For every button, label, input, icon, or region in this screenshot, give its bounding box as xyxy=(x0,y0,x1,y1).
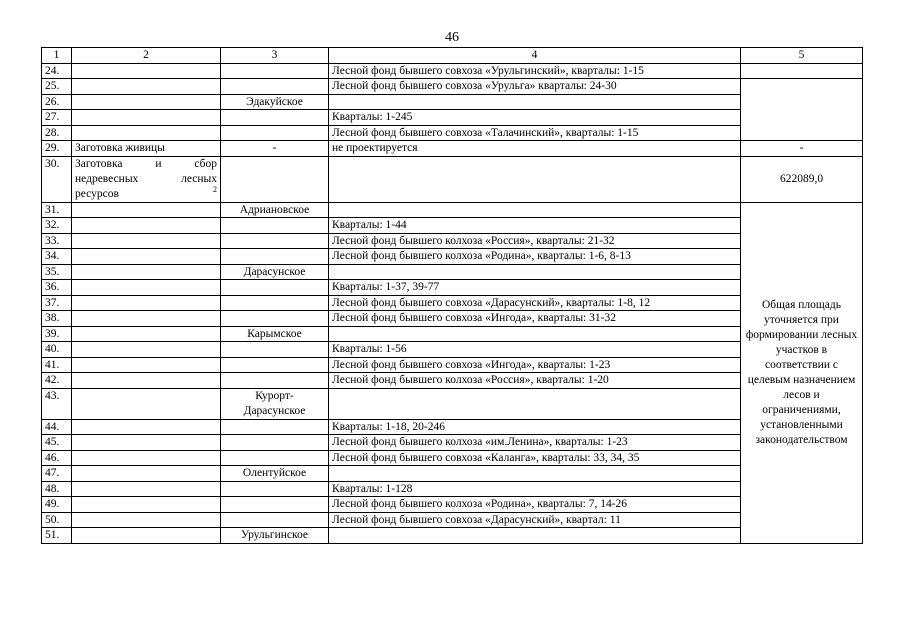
forestry-cell xyxy=(221,512,329,528)
location-cell: Лесной фонд бывшего совхоза «Урульгинский», кварталы: 1-15 xyxy=(329,63,741,79)
row-number: 38. xyxy=(42,311,72,327)
forestry-cell: Дарасунское xyxy=(221,264,329,280)
location-cell: Лесной фонд бывшего совхоза «Талачинский», кварталы: 1-15 xyxy=(329,125,741,141)
activity-cell xyxy=(72,202,221,218)
table-row xyxy=(42,295,863,311)
activity-cell xyxy=(72,79,221,95)
location-cell: Лесной фонд бывшего колхоза «Россия», кварталы: 21-32 xyxy=(329,233,741,249)
activity-cell xyxy=(72,528,221,544)
location-cell: Лесной фонд бывшего совхоза «Дарасунский», кварталы: 1-8, 12 xyxy=(329,295,741,311)
column-header: 1 xyxy=(42,48,72,64)
table-row xyxy=(42,110,863,126)
footnote-mark: 2 xyxy=(213,184,217,194)
forestry-cell xyxy=(221,311,329,327)
location-cell: Кварталы: 1-128 xyxy=(329,481,741,497)
table-row xyxy=(42,528,863,544)
row-number: 46. xyxy=(42,450,72,466)
area-cell: - xyxy=(741,141,863,157)
location-cell: Кварталы: 1-56 xyxy=(329,342,741,358)
activity-text: Заготовка и сбор недревесных лесных ресурсов xyxy=(75,157,217,200)
activity-cell xyxy=(72,63,221,79)
location-cell: Лесной фонд бывшего совхоза «Урульга» кварталы: 24-30 xyxy=(329,79,741,95)
table-row xyxy=(42,357,863,373)
forestry-cell xyxy=(221,125,329,141)
activity-cell xyxy=(72,450,221,466)
activity-cell xyxy=(72,466,221,482)
forestry-cell xyxy=(221,435,329,451)
area-note-cell: Общая площадь уточняется при формировании лесных участков в соответствии с целевым назначением лесов и ограничениями, установленными законодательством xyxy=(741,202,863,543)
table-row xyxy=(42,342,863,358)
activity-cell xyxy=(72,156,221,202)
table-row xyxy=(42,311,863,327)
row-number: 42. xyxy=(42,373,72,389)
row-number: 48. xyxy=(42,481,72,497)
table-row xyxy=(42,481,863,497)
table-row xyxy=(42,326,863,342)
activity-cell xyxy=(72,419,221,435)
table-row xyxy=(42,141,863,157)
area-total-cell: 622089,0 xyxy=(741,156,863,202)
forestry-cell xyxy=(221,342,329,358)
table-row xyxy=(42,419,863,435)
activity-cell xyxy=(72,373,221,389)
column-header: 5 xyxy=(741,48,863,64)
table-row xyxy=(42,435,863,451)
activity-cell xyxy=(72,233,221,249)
activity-cell xyxy=(72,110,221,126)
forestry-cell xyxy=(221,373,329,389)
activity-cell xyxy=(72,280,221,296)
table-row xyxy=(42,79,863,95)
forestry-cell: Адриановское xyxy=(221,202,329,218)
row-number: 24. xyxy=(42,63,72,79)
location-cell xyxy=(329,264,741,280)
forestry-cell xyxy=(221,218,329,234)
forestry-cell: Урульгинское xyxy=(221,528,329,544)
row-number: 37. xyxy=(42,295,72,311)
row-number: 47. xyxy=(42,466,72,482)
location-cell: Лесной фонд бывшего совхоза «Дарасунский», квартал: 11 xyxy=(329,512,741,528)
table-row xyxy=(42,125,863,141)
forestry-cell: - xyxy=(221,141,329,157)
location-cell xyxy=(329,202,741,218)
location-cell: Кварталы: 1-245 xyxy=(329,110,741,126)
forest-resources-table xyxy=(41,47,863,544)
table-row xyxy=(42,218,863,234)
location-cell: Лесной фонд бывшего совхоза «Каланга», кварталы: 33, 34, 35 xyxy=(329,450,741,466)
table-row xyxy=(42,373,863,389)
row-number: 33. xyxy=(42,233,72,249)
location-cell xyxy=(329,466,741,482)
activity-cell xyxy=(72,481,221,497)
row-number: 27. xyxy=(42,110,72,126)
row-number: 26. xyxy=(42,94,72,110)
location-cell xyxy=(329,388,741,419)
location-cell xyxy=(329,326,741,342)
forestry-cell xyxy=(221,357,329,373)
activity-cell: Заготовка живицы xyxy=(72,141,221,157)
row-number: 51. xyxy=(42,528,72,544)
table-row xyxy=(42,202,863,218)
location-cell: Кварталы: 1-37, 39-77 xyxy=(329,280,741,296)
activity-cell xyxy=(72,311,221,327)
location-cell: Кварталы: 1-18, 20-246 xyxy=(329,419,741,435)
forestry-cell xyxy=(221,295,329,311)
area-cell-empty xyxy=(741,79,863,141)
activity-cell xyxy=(72,342,221,358)
forestry-cell xyxy=(221,419,329,435)
table-header-row xyxy=(42,48,863,64)
forestry-cell: Карымское xyxy=(221,326,329,342)
table-row xyxy=(42,249,863,265)
row-number: 40. xyxy=(42,342,72,358)
location-cell: не проектируется xyxy=(329,141,741,157)
row-number: 50. xyxy=(42,512,72,528)
forestry-cell: Олентуйское xyxy=(221,466,329,482)
table-row xyxy=(42,264,863,280)
row-number: 25. xyxy=(42,79,72,95)
table-row xyxy=(42,450,863,466)
area-cell xyxy=(741,63,863,79)
activity-cell xyxy=(72,249,221,265)
forestry-cell: Эдакуйское xyxy=(221,94,329,110)
location-cell xyxy=(329,94,741,110)
activity-cell xyxy=(72,264,221,280)
location-cell: Кварталы: 1-44 xyxy=(329,218,741,234)
table-row xyxy=(42,156,863,202)
forestry-cell xyxy=(221,110,329,126)
row-number: 49. xyxy=(42,497,72,513)
table-row xyxy=(42,388,863,419)
row-number: 39. xyxy=(42,326,72,342)
location-cell: Лесной фонд бывшего колхоза «Россия», кварталы: 1-20 xyxy=(329,373,741,389)
forestry-cell xyxy=(221,63,329,79)
table-row xyxy=(42,63,863,79)
activity-cell xyxy=(72,388,221,419)
location-cell xyxy=(329,156,741,202)
location-cell: Лесной фонд бывшего колхоза «Родина», кварталы: 1-6, 8-13 xyxy=(329,249,741,265)
column-header: 3 xyxy=(221,48,329,64)
activity-cell xyxy=(72,125,221,141)
forestry-cell xyxy=(221,450,329,466)
row-number: 43. xyxy=(42,388,72,419)
row-number: 41. xyxy=(42,357,72,373)
activity-cell xyxy=(72,295,221,311)
row-number: 30. xyxy=(42,156,72,202)
location-cell: Лесной фонд бывшего совхоза «Ингода», кварталы: 31-32 xyxy=(329,311,741,327)
row-number: 35. xyxy=(42,264,72,280)
table-row xyxy=(42,233,863,249)
forestry-cell xyxy=(221,156,329,202)
column-header: 2 xyxy=(72,48,221,64)
location-cell: Лесной фонд бывшего колхоза «Родина», кварталы: 7, 14-26 xyxy=(329,497,741,513)
table-row xyxy=(42,497,863,513)
table-row xyxy=(42,94,863,110)
row-number: 34. xyxy=(42,249,72,265)
row-number: 32. xyxy=(42,218,72,234)
activity-cell xyxy=(72,497,221,513)
page-number: 46 xyxy=(445,30,459,45)
row-number: 31. xyxy=(42,202,72,218)
forestry-cell xyxy=(221,481,329,497)
location-cell: Лесной фонд бывшего совхоза «Ингода», кварталы: 1-23 xyxy=(329,357,741,373)
row-number: 44. xyxy=(42,419,72,435)
activity-cell xyxy=(72,94,221,110)
activity-cell xyxy=(72,218,221,234)
activity-cell xyxy=(72,512,221,528)
table-row xyxy=(42,512,863,528)
column-header: 4 xyxy=(329,48,741,64)
location-cell: Лесной фонд бывшего колхоза «им.Ленина», кварталы: 1-23 xyxy=(329,435,741,451)
activity-cell xyxy=(72,357,221,373)
table-row xyxy=(42,466,863,482)
row-number: 29. xyxy=(42,141,72,157)
forestry-cell xyxy=(221,497,329,513)
row-number: 36. xyxy=(42,280,72,296)
forestry-cell xyxy=(221,79,329,95)
forestry-cell xyxy=(221,233,329,249)
table-row xyxy=(42,280,863,296)
activity-cell xyxy=(72,326,221,342)
location-cell xyxy=(329,528,741,544)
row-number: 45. xyxy=(42,435,72,451)
activity-cell xyxy=(72,435,221,451)
row-number: 28. xyxy=(42,125,72,141)
forestry-cell xyxy=(221,280,329,296)
forestry-cell xyxy=(221,249,329,265)
forestry-cell: Курорт-Дарасунское xyxy=(221,388,329,419)
